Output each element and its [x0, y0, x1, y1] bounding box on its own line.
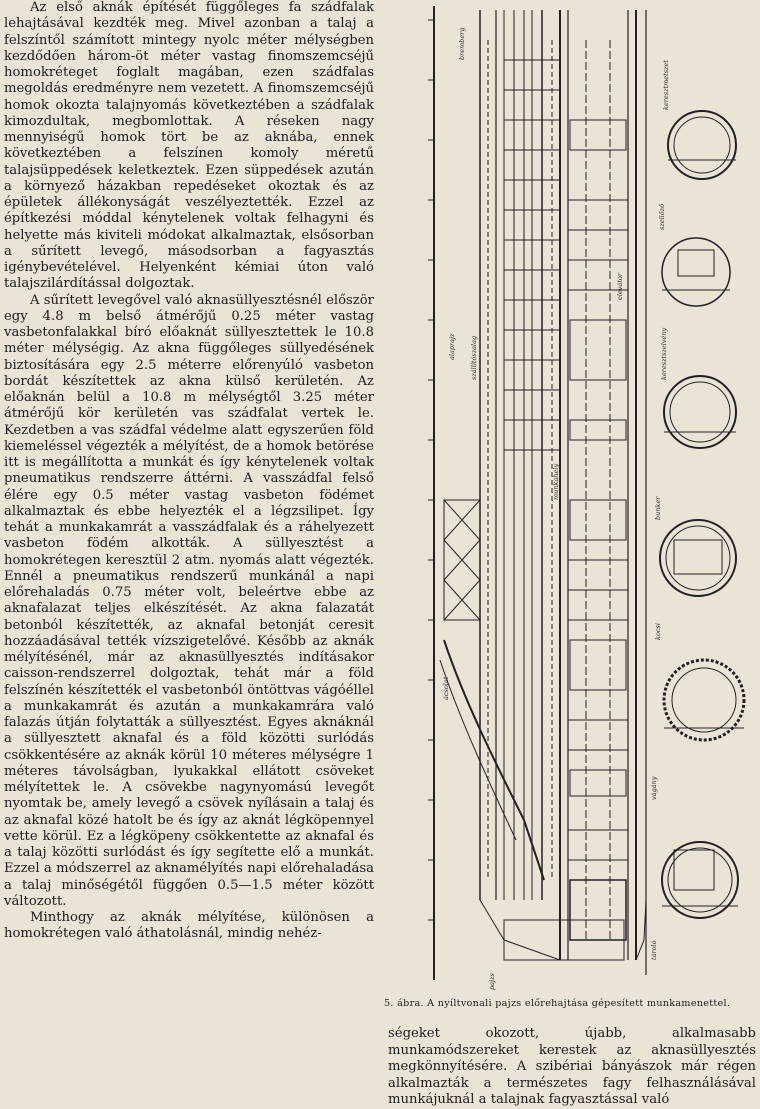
figure-label: elevátor: [616, 273, 624, 300]
figure-label: keresztmetszet: [662, 60, 670, 110]
figure-label: munkahely: [552, 463, 560, 500]
paragraph-3: Minthogy az aknák mélyítése, különösen a homokrétegen való áthatolásnál, mindig nehéz-: [4, 910, 374, 942]
figure-label: szellőző: [658, 203, 666, 230]
figure-label: vágány: [650, 776, 658, 800]
figure-label: bremberg: [458, 27, 466, 60]
figure-label: pajzs: [488, 973, 496, 990]
figure-caption: 5. ábra. A nyíltvonali pajzs előrehajtása gépesített munkamenettel.: [384, 998, 731, 1009]
cross-sections: [646, 10, 744, 975]
technical-drawing-figure: [384, 0, 756, 992]
figure-label: keresztszelvény: [660, 327, 668, 380]
right-text-column: [388, 1026, 756, 1109]
longitudinal-section: [440, 10, 646, 960]
paragraph-continued: ségeket okozott, újabb, alkalmasabb munkamódszereket kerestek az aknasüllyesztés megkönnyítésére. A szibériai bányászok már régen alkalmazták a természetes fagy felhasználásával munkájuknál a talajnak fagyasztással való: [388, 1026, 756, 1108]
figure-label: szállítószalag: [470, 335, 478, 380]
left-text-column: [4, 0, 374, 943]
figure-label: ácsolat: [442, 676, 450, 700]
figure-label: kocsi: [654, 623, 662, 640]
figure-label: tároló: [650, 940, 658, 960]
figure-label: bunker: [654, 496, 662, 520]
figure-label: alaprajz: [448, 333, 456, 360]
paragraph-1: Az első aknák építését függőleges fa szádfalak lehajtásával kezdték meg. Mivel azonban a talaj a felszíntől számított mintegy nyolc méter mélységben kezdődően három-öt méter vastag finomszemcséjű homokréteget foglalt magában, ezen szádfalas megoldás eredményre nem vezetett. A finomszemcséjű homok okozta talajnyomás következtében a szádfalak kimozdultak, megbomlottak. A réseken nagy mennyiségű homok tört be az aknába, ennek következtében a felszínen komoly méretű talajsüppedések keletkeztek. Ezen süppedések azután a környező házakban repedéseket okoztak és az épületek állékonyságát veszélyeztették. Ezzel az építkezési móddal kénytelenek voltak felhagyni és helyette más kiviteli módokat alkalmaztak, elsősorban a sűrített levegő, másodsorban a fagyasztás igénybevételével. Helyenként kémiai úton való talajszilárdítással dolgoztak.: [4, 0, 374, 292]
paragraph-2: A sűrített levegővel való aknasüllyesztésnél először egy 4.8 m belső átmérőjű 0.25 méter vastag vasbetonfalakkal bíró előaknát süllyesztettek le 10.8 méter mélységig. Az akna függőleges süllyedésének biztosítására egy 2.5 méterre előrenyúló vasbeton bordát készítettek az akna külső kerületén. Az előaknán belül a 10.8 m mélységtől 3.25 méter átmérőjű kör kerületén vas szádfalat vertek le. Kezdetben a vas szádfal védelme alatt egyszerűen föld kiemeléssel végezték a mélyítést, de a homok betörése itt is megállította a munkát és így kénytelenek voltak pneumatikus rendszerre áttérni. A vasszádfal felső élére egy 0.5 méter vastag vasbeton födémet alkalmaztak és ebbe helyezték el a légzsilipet. Így tehát a munkakamrát a vasszádfalak és a ráhelyezett vasbeton födém alkották. A süllyesztést a homokrétegen keresztül 2 atm. nyomás alatt végezték. Ennél a pneumatikus rendszerű munkánál a napi előrehaladás 0.75 méter volt, beleértve ebbe az aknafalazat teljes elkészítését. Az akna falazatát betonból készítették, az aknafal betonját ceresit hozzáadásával tették vízszigetelővé. Később az aknák mélyítésénél, már az aknasüllyesztés indításakor caisson-rendszerrel dolgoztak, tehát már a föld felszínén készítették el vasbetonból öntöttvas vágóéllel a munkakamrát és azután a munkakamrára való falazás útján folytatták a süllyesztést. Egyes aknáknál a süllyesztett aknafal és a föld közötti surlódás csökkentésére az aknák körül 10 méteres mélységre 1 méteres távolságban, lyukakkal ellátott csöveket mélyítettek le. A csövekbe nagynyomású levegőt nyomtak be, amely levegő a csövek nyílásain a talaj és az aknafal közé hatolt be és így az aknát légköpennyel vette körül. Ez a légköpeny csökkentette az aknafal és a talaj közötti surlódást és így segítette elő a munkát. Ezzel a módszerrel az aknamélyítés napi előrehaladása a talaj minőségétől függően 0.5—1.5 méter között változott.: [4, 292, 374, 909]
shield-tunnel-drawing: [384, 0, 756, 992]
